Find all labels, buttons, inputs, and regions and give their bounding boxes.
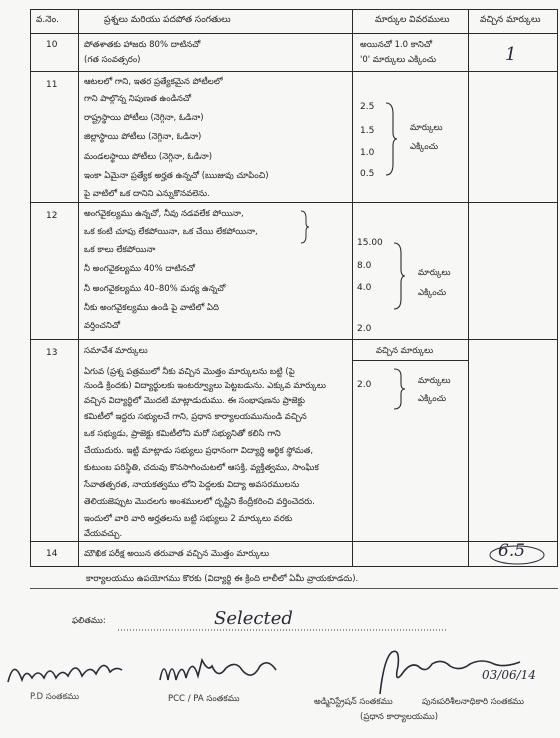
row-title: సమావేశ మార్కులు xyxy=(84,346,148,356)
row-number: 10 xyxy=(46,40,58,50)
row-text-line: (గత సంవత్సరం) xyxy=(84,55,141,65)
row-text-line: నీకు అంగవైకల్యము ఉండి పై వాటిలో ఏది xyxy=(84,303,219,313)
marks-value: 0.5 xyxy=(360,169,375,179)
marks-value: 15.00 xyxy=(357,238,383,248)
pcc-signature-icon xyxy=(156,650,286,690)
row-text-line: సేవాతత్పరత, నాయకత్వము లోని పెద్దలకు విద్యా అవసరములను xyxy=(84,480,300,490)
brace-label: మార్కులు xyxy=(418,268,451,278)
marks-value: 4.0 xyxy=(357,283,372,293)
row-text-line: కమిటీలో ఇద్దరు సభ్యులచే గాని, ప్రధాన కార్యాలయమునుండి వచ్చిన xyxy=(84,412,307,422)
row-number: 13 xyxy=(46,348,58,358)
right-brace-icon xyxy=(392,368,406,410)
row-text-line: ఒక కంటి చూపు లేకపోయినా, ఒక చేయి లేకపోయినా, xyxy=(84,227,258,237)
row-text-line: చేయుదురు. ఇట్టి మాట్లాడు సభ్యులు ప్రధానంగా విద్యార్థి ఆర్థిక స్థోమత, xyxy=(84,446,314,456)
row-number: 12 xyxy=(46,211,58,221)
reverify-signature-caption: పునఃపరిశీలనాధికారి సంతకము xyxy=(422,697,524,707)
header-marks-details: మార్కుల వివరములు xyxy=(375,15,450,25)
row-text-line: రాష్ట్రస్థాయి పోటీలు (నెగ్గినా, ఓడినా) xyxy=(84,113,204,123)
row-text-line: ఏగువ (ప్రశ్న పత్రములో నీకు వచ్చిన మొత్తం మార్కులను బట్టి (పై xyxy=(84,367,295,377)
head-office-caption: (ప్రధాన కార్యాలయము) xyxy=(360,712,439,722)
result-value-handwritten: Selected xyxy=(214,608,293,629)
row-text-line: ఇందులో వారి వారి అర్హతలను బట్టి సభ్యులు 2 మార్కులు వరకు xyxy=(84,514,293,524)
result-label: ఫలితము: xyxy=(72,616,106,626)
sub-header-awarded: వచ్చిన మార్కులు xyxy=(376,346,434,356)
row-text-line: వేయవచ్చు. xyxy=(84,529,123,539)
row-text-line: తెలియజెప్పుట మొదలగు అంశములలో దృష్టిని కేంద్రీకరించి వర్తించెదరు. xyxy=(84,497,315,507)
office-use-note: కార్యాలయము ఉపయోగము కొరకు (విద్యార్థి ఈ క్రింది లాలీలో ఏమీ వ్రాయకూడదు). xyxy=(86,574,359,584)
right-brace-icon xyxy=(384,102,398,176)
brace-label: మార్కులు xyxy=(418,376,451,386)
awarded-mark-handwritten: 1 xyxy=(505,44,517,65)
marks-value: 1.0 xyxy=(360,148,375,158)
row-text-line: నీ అంగవైకల్యము 40–80% మధ్య ఉన్నచో xyxy=(84,284,226,294)
right-brace-icon xyxy=(300,210,310,244)
right-brace-icon xyxy=(392,242,406,310)
row-text-line: ఒక సభ్యుడు, ప్రాజెక్టు కమిటీలోని మరో సభ్యునితో కలిసి గాని xyxy=(84,429,281,439)
pd-signature-icon xyxy=(4,650,134,692)
row-text-line: కుటుంబ పరిస్థితి, చదువు కొనసాగించుటలో ఆసక్తి, వ్యక్తిత్వము, సాంఘిక xyxy=(84,463,319,473)
row-number: 11 xyxy=(46,80,58,90)
total-mark-handwritten: 6.5 xyxy=(498,541,526,561)
marks-rule-line: అయినచో 1.0 కానిచో xyxy=(360,40,433,50)
marks-value: 2.0 xyxy=(357,324,372,334)
brace-label: మార్కులు xyxy=(410,123,443,133)
header-question: ప్రశ్నలు మరియు పదపోత సంగతులు xyxy=(104,15,231,25)
row-text-line: అంగవైకల్యము ఉన్నచో, నీవు నడవలేక పోయినా, xyxy=(84,209,244,219)
row-text-line: ఆటలలో గాని, ఇతర ప్రత్యేకమైన పోటీలలో xyxy=(84,77,223,87)
signature-date-handwritten: 03/06/14 xyxy=(482,668,536,682)
row-text-line: వర్తించనిచో xyxy=(84,321,120,331)
row-text-line: ఇంకా ఏమైనా ప్రత్యేక అర్హత ఉన్నచో (ఋజువు చూపించి) xyxy=(84,171,269,181)
marks-value: 1.5 xyxy=(360,126,375,136)
row-text-line: ఒక కాలు లేకపోయినా xyxy=(84,245,156,255)
pd-signature-caption: P.D సంతకము xyxy=(30,692,80,702)
header-serial: వ.నెం. xyxy=(36,15,60,25)
marks-value: 2.0 xyxy=(357,380,372,390)
row-text-line: వచ్చిన విద్యార్థిలో మొదటి మాట్లాడుదుము. ఈ సంభాషణను ప్రాజెక్టు xyxy=(84,396,305,406)
row-number: 14 xyxy=(46,549,58,559)
admin-signature-caption: అడ్మినిస్ట్రేషన్ సంతకము xyxy=(314,697,393,707)
row-text-line: పై వాటిలో ఒక దానిని ఎన్నుకొనవలెను. xyxy=(84,189,210,199)
row-text-line: జిల్లాస్థాయి పోటీలు (నెగ్గినా, ఓడినా) xyxy=(84,132,202,142)
marks-rule-line: '0' మార్కులు ఎక్కించు xyxy=(360,55,437,65)
header-awarded: వచ్చిన మార్కులు xyxy=(480,15,541,25)
brace-label: ఎక్కించు xyxy=(418,394,447,404)
row-text-line: పోతశాతకు హాజరు 80% దాటినచో xyxy=(84,40,201,50)
brace-label: ఎక్కించు xyxy=(410,142,439,152)
marks-value: 2.5 xyxy=(360,102,375,112)
pcc-signature-caption: PCC / PA సంతకము xyxy=(168,694,240,704)
row-text-line: మండలస్థాయి పోటీలు (నెగ్గినా, ఓడినా) xyxy=(84,152,213,162)
row-text-line: నీ అంగవైకల్యము 40% దాటినచో xyxy=(84,264,195,274)
row-text-line: నుండి క్రిందకు) విద్యార్థులకు ఇంటర్వ్యూలు పెట్టబడును. ఎక్కువ మార్కులు xyxy=(84,381,326,391)
brace-label: ఎక్కించు xyxy=(418,288,447,298)
row-text-line: గాని పాల్గొన్న నిపుణత ఉండినచో xyxy=(84,94,192,104)
marks-value: 8.0 xyxy=(357,261,372,271)
row-text-line: మౌఖిక పరీక్ష అయిన తరువాత వచ్చిన మొత్తం మార్కులు xyxy=(84,549,270,559)
